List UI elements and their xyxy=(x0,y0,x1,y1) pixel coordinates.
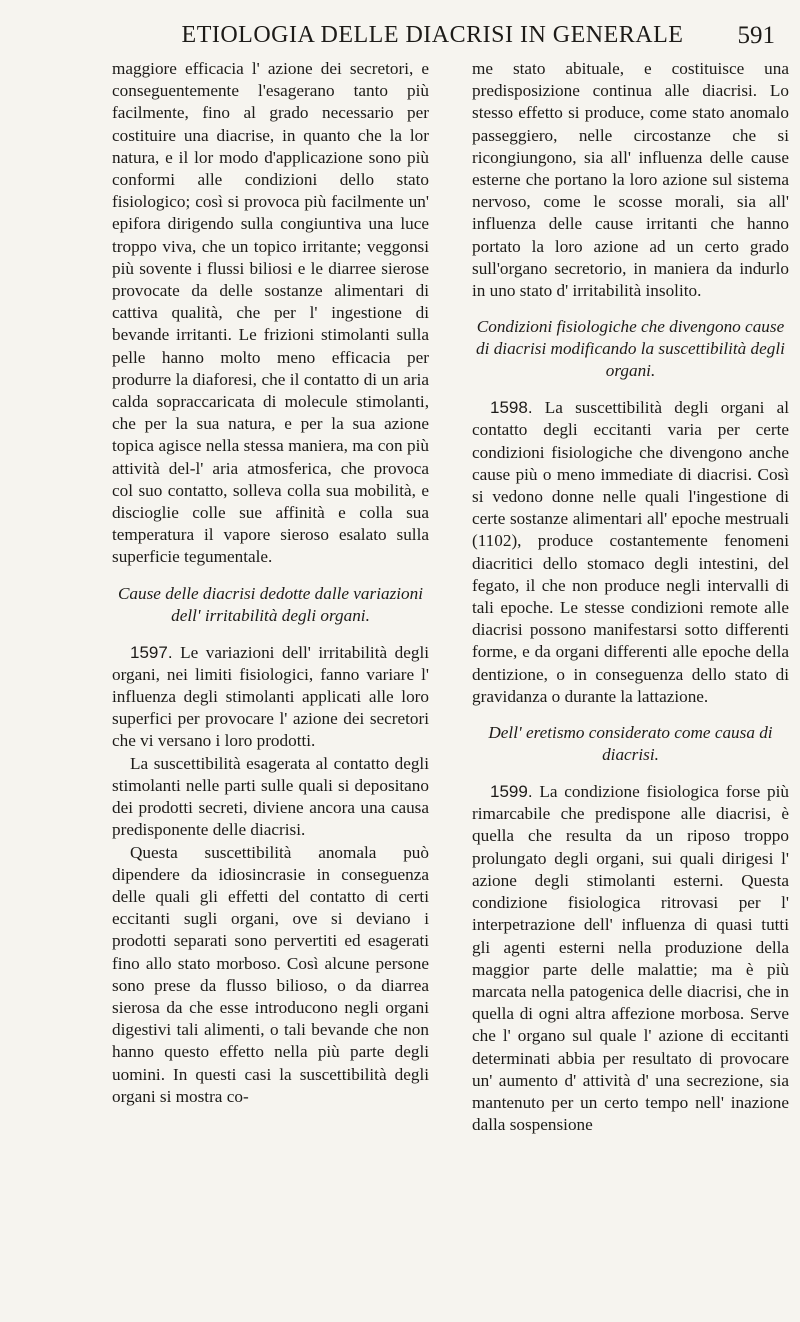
section-1599-text: La condizione fisiologica forse più rimarcabile che predispone alle diacrisi, è quella che resulta da un riposo troppo prolungato degli organi, sui quali dirigesi l' azione degli stimolanti esterni. Questa condizione fisiologica ritrovasi per l' interpetrazione dell' influenza di quasi tutti gli agenti esterni nella produzione della maggior parte delle malattie; ma è più marcata nella patogenica delle diacrisi, che in quella di ogni altra affezione morbosa. Serve che l' organo sul quale l' azione di eccitanti determinati abbia per resultato di provocare un' aumento d' attività d' una secrezione, sia mantenuto per un certo tempo nell' inazione dalla sospensione xyxy=(472,782,790,1135)
page-number: 591 xyxy=(737,22,775,49)
right-paragraph-continued: me stato abituale, e costituisce una predisposizione continua alle diacrisi. Lo stesso effetto si produce, come stato anomalo passeggiero, nelle circostanze che si ricongiungono, sia all' influenza delle cause esterne che portano la loro azione sul sistema nervoso, come le scosse morali, sia all' influenza delle cause irritanti che hanno portato la loro azione ad un certo grado sull'organo secretorio, in maniera da indurlo in uno stato d' irritabilità insolito. xyxy=(472,59,789,301)
section-1599-paragraph xyxy=(472,781,789,1136)
right-section-heading-physiological: Condizioni fisiologiche che divengono cause di diacrisi modificando la suscettibilità degli organi. xyxy=(476,317,785,381)
two-column-body xyxy=(112,58,789,1313)
right-column xyxy=(472,58,789,1313)
section-number-1599: 1599. xyxy=(490,782,533,802)
left-column xyxy=(112,58,429,1313)
section-1597-text: Le variazioni dell' irritabilità degli organi, nei limiti fisiologici, fanno variare l' influenza degli stimolanti applicati alle loro superfici per provocare l' azione dei secretori che vi versano i loro prodotti. xyxy=(112,642,429,751)
left-paragraph-continued: maggiore efficacia l' azione dei secretori, e conseguentemente l'esagerano tanto più facilmente, fino al grado necessario per costituire una diacrise, in quanto che la lor natura, e il lor modo d'applicazione sono più conformi alle condizioni dello stato fisiologico; così si provoca più facilmente un' epifora dirigendo sulla congiuntiva una luce troppo viva, che un topico irritante; veggonsi più sovente i flussi biliosi e le diarree sierose provocate da delle sostanze alimentari di cattiva qualità, che per l' ingestione di bevande irritanti. Le frizioni stimolanti sulla pelle hanno molto meno efficacia per produrre la diaforesi, che il contatto di un aria calda sopraccaricata di molecule stimolanti, che per la sua natura, e per la sua azione topica agisce nella stessa maniera, ma con più attività del-l' aria atmosferica, che provoca col suo contatto, solleva colla sua mobilità, e discioglie colle sue affinità e colla sua temperatura il vapore sieroso esalato sulla superficie tegumentale. xyxy=(112,59,429,567)
section-1598-paragraph xyxy=(472,397,789,708)
chapter-running-title: ETIOLOGIA DELLE DIACRISI IN GENERALE xyxy=(181,22,684,48)
left-paragraph-susceptibility: La suscettibilità esagerata al contatto degli stimolanti nelle parti sulle quali si depositano dei prodotti secreti, diviene ancora una causa predisponente delle diacrisi. xyxy=(112,753,429,840)
section-1597-paragraph xyxy=(112,642,429,753)
section-number-1597: 1597. xyxy=(130,642,173,662)
section-1598-text: La suscettibilità degli organi al contatto degli eccitanti varia per certe condizioni fisiologiche che divengono anche cause più o meno immediate di diacrisi. Così si vedono donne nelle quali l'ingestione di certe sostanze alimentari all' epoche mestruali (1102), produce costantemente fenomeni diacritici dello stomaco degli intestini, del fegato, il che non produce negli intervalli di tali epoche. Le stesse condizioni remote alle diacrisi possono manifestarsi sotto differenti forme, e da organi differenti alle epoche della dentizione, o in conseguenza dello stato di gravidanza o durante la lattazione. xyxy=(472,398,790,706)
section-number-1598: 1598. xyxy=(490,398,533,418)
left-paragraph-idiosyncrasy: Questa suscettibilità anomala può dipendere da idiosincrasie in conseguenza delle quali gli effetti del contatto di certi eccitanti sugli organi, ove si deviano i prodotti separati sono pervertiti ed esagerati fino allo stato morboso. Così alcune persone sono prese da flusso bilioso, o da diarrea sierosa da che esse introducono negli organi digestivi tali alimenti, o tali bevande che non hanno questo effetto nella più parte degli uomini. In questi casi la suscettibilità degli organi si mostra co- xyxy=(112,842,429,1106)
right-section-heading-eretismo: Dell' eretismo considerato come causa di diacrisi. xyxy=(488,723,773,765)
left-section-heading: Cause delle diacrisi dedotte dalle variazioni dell' irritabilità degli organi. xyxy=(117,583,424,625)
